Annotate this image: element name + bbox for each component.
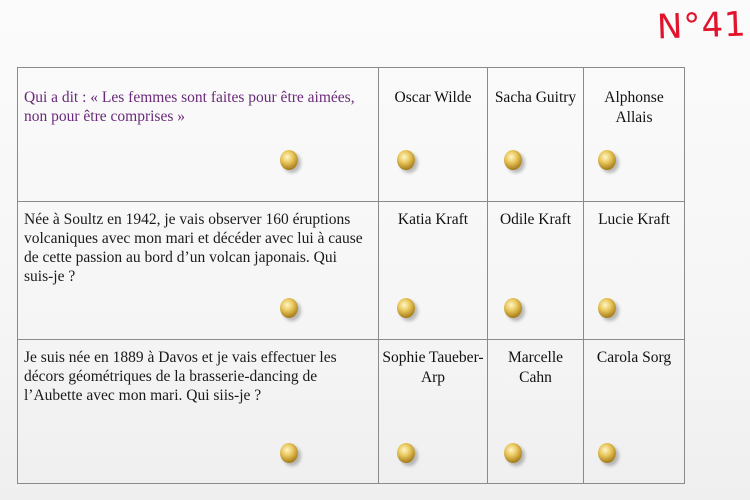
contact-stud[interactable] <box>504 150 522 170</box>
answer-cell <box>488 68 584 202</box>
answer-cell <box>584 68 685 202</box>
answer-text: Alphonse Allais <box>604 89 664 126</box>
contact-stud[interactable] <box>280 298 298 318</box>
contact-stud[interactable] <box>598 298 616 318</box>
contact-stud[interactable] <box>397 150 415 170</box>
question-text: Qui a dit : « Les femmes sont faites pour être aimées, non pour être comprises » <box>24 89 355 125</box>
quiz-row <box>18 68 685 202</box>
question-cell <box>18 68 379 202</box>
answer-text: Carola Sorg <box>596 349 672 366</box>
quiz-row <box>18 340 685 484</box>
answer-cell <box>488 202 584 340</box>
answer-text: Lucie Kraft <box>598 211 670 228</box>
contact-stud[interactable] <box>280 443 298 463</box>
contact-stud[interactable] <box>504 298 522 318</box>
answer-text: Katia Kraft <box>397 211 469 228</box>
answer-text: Sophie Taueber-Arp <box>382 349 484 386</box>
contact-stud[interactable] <box>504 443 522 463</box>
contact-stud[interactable] <box>598 443 616 463</box>
answer-text: Odile Kraft <box>499 211 571 228</box>
answer-cell <box>379 68 488 202</box>
quiz-table <box>17 67 685 484</box>
answer-text: Oscar Wilde <box>394 89 472 106</box>
answer-cell <box>379 340 488 484</box>
answer-text: Sacha Guitry <box>494 89 577 106</box>
contact-stud[interactable] <box>280 150 298 170</box>
answer-cell <box>379 202 488 340</box>
contact-stud[interactable] <box>598 150 616 170</box>
question-text: Je suis née en 1889 à Davos et je vais effectuer les décors géométriques de la brasserie-dancing de l’Aubette avec mon mari. Qui siis-je ? <box>24 349 337 404</box>
contact-stud[interactable] <box>397 298 415 318</box>
contact-stud[interactable] <box>397 443 415 463</box>
answer-cell <box>488 340 584 484</box>
answer-cell <box>584 340 685 484</box>
answer-text: Marcelle Cahn <box>507 349 564 386</box>
question-cell <box>18 340 379 484</box>
card-number: N°41 <box>656 4 748 48</box>
question-cell <box>18 202 379 340</box>
answer-cell <box>584 202 685 340</box>
quiz-row <box>18 202 685 340</box>
question-text: Née à Soultz en 1942, je vais observer 160 éruptions volcaniques avec mon mari et décéder avec lui à cause de cette passion au bord d’un volcan japonais. Qui suis-je ? <box>24 211 363 285</box>
